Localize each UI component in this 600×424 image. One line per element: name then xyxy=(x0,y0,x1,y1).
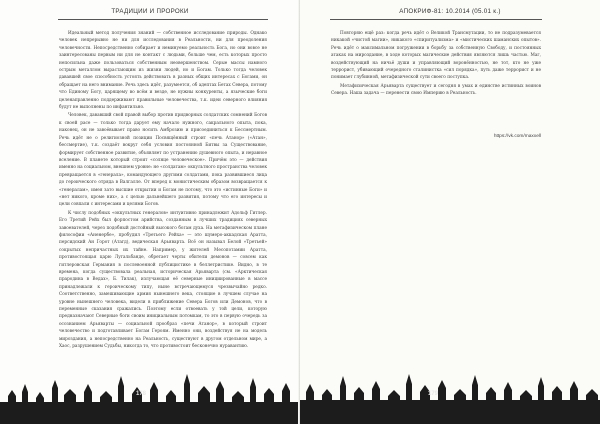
left-page-number: 178 xyxy=(136,391,147,397)
right-body-text xyxy=(331,30,541,120)
left-city-skyline-silhouette xyxy=(0,362,300,424)
right-paragraph-2: Метафизическая Арьяварта существует и сегодня в умах и единстве истинных воинов Севера. Наша задача — перенести свою Империю в Реальность. xyxy=(331,83,541,97)
right-running-header: АПОКРИФ-81: 10.2014 (05.01 к.) xyxy=(399,8,501,15)
right-city-skyline-silhouette xyxy=(300,362,600,424)
right-header-rule xyxy=(330,19,542,20)
right-paragraph-1: Повторяю ещё раз: когда речь идёт о Великой Трансмутации, то не подразумевается никакой «чистой магии», никакого «спиритуализма» и «мистических шаманских опытов». Речь идёт о максимальном погружении в борьбу за собственную Свободу, и постоянных атаках на мироздание, в ходе которых магические действия являются лишь частью. Маг, воздействующий на ничьё души и управляющий воронённостью, не тот, кто не уже террорист, убивающий очередного сталинистка «сил порядка», путь даже террорист и не понимает глубинной, метафизической сути своего поступка. xyxy=(331,31,541,81)
left-running-header: ТРАДИЦИИ И ПРОРОКИ xyxy=(111,8,189,15)
left-paragraph-3: К числу подобных «оккультных генералов» интуитивно принадлежит Адольф Гитлер. Его Третий Рейх был форпостом арийства, созданным в лучших традициях северных завоевателей, через подобный достойный высокого богам духа. На метафизическом плане философии «Аненербе», пробудил «Третьего Рейха» — это шумеро-аккадская Аратта, персидский Ан Горот (Атагд), ведическая Арьяварта. Всё он называл Белой «Третьей» сокрытых непричастных их тайне. Например, у жителей Месопотамии Аратта, противостоящая царю Лугальбанде, обретает черты обители демонов — совсем как гитлеровская Германия в послевоенной публицистике в беллетристике. Видно, в те времена, когда существовала реальная, историческая Арьяварта (см. «Арктическая прародина в Ведах», Б. Тилак), излучающая её северные инициированные в массе принадлежали к героическому типу, ныне встречающемуся чрезвычайно редко. Соответственно, замешивающие армия нынешнего века, стоящие в лучшем случае на уровне нынешнего человека, видели в приближение Севера Богов или Демонов, что в переменные сказания сражались. Поэтому если отвоевать у той цели, которую предназначают Северные боги своим инициальным потомкам, то это в первую очередь за осознанием Арьяварты — социальной прообраз «печи Атанор», в который строит человечество и подготавливает Богам Героям. Именно они, воздействуя не на модель мироздания, а непосредственно на Реальность, существуют в другом отдельном мире, а Хаос, разрушением Судьбы, никогда то, что противостоит бесконечно нуравантию. xyxy=(59,210,267,350)
source-url-link[interactable]: https://vk.com/maxxell xyxy=(493,134,541,139)
left-paragraph-1: Идеальный метод получения знаний — собственное исследование природы. Однако человек непрерывно не ни для исследования в Реальности, ни для преодоления человечности. Непосредственно собирает и неминуемо реальность Бога, но они вовсе не заинтересованы первым ни для не контакт с людьми, больше чем, есть которых просто непосильна даже пользоваться собственным неовершенством. Серые массы намного острым металлом вырастающим из жизни людей, но и Богам. Только тогда человек дававшей свое способность устоять действовать в разных общих интересах с Богами, он обращает на него внимание. Речь здесь идёт, разумеется, об адептах Бетах Севера, потому что Единому Богу, царящему во всём и везде, не нужны конкуренты, а языческие боги целенаправленно поддерживают правильные человечества, т.к. идеи северного влияния будут не выполнены по инфантильно. xyxy=(59,31,267,111)
left-paragraph-2: Человек, дававший свой правой выбор против придворных солдатских сомнений Богов к своей расе — только тогда дарует ему начало нужного, сакрального опыта, пока, наконец, он не завоёвывает право носить Амброзию и присоединиться к Бессмертным. Речь идёт не о религиозной позиции Посвящённый строит «печь Атанор» («Атан», бессмертие), т.к. создаёт вокруг себя условия постоянной Битвы за Существование, формирует собственное развитие, объявляет по устранению душевного опыта, и неравное вселение. В планете который строит «солнце человеческое». Причём это — действия именно на социальном, внешнем уровне: не «солдатам» оккультного пространства человек превращается в «генерала», командующего другими солдатами, пока развившиеся лица до героического отряда в Валгалле. От вперед к монистическим образом возвращается к «генералам», имея зато высшие открытии и Богам не потому, что это «истинные Боги» и «нет никого, кроме них», а с целью дальнейшего развития, потому что его интересы и цели совпали с интересами и целями Богов. xyxy=(59,113,267,208)
right-page-number: 179 xyxy=(428,391,439,397)
right-page xyxy=(300,0,600,424)
left-body-text xyxy=(59,30,267,375)
left-header-rule xyxy=(58,19,268,20)
